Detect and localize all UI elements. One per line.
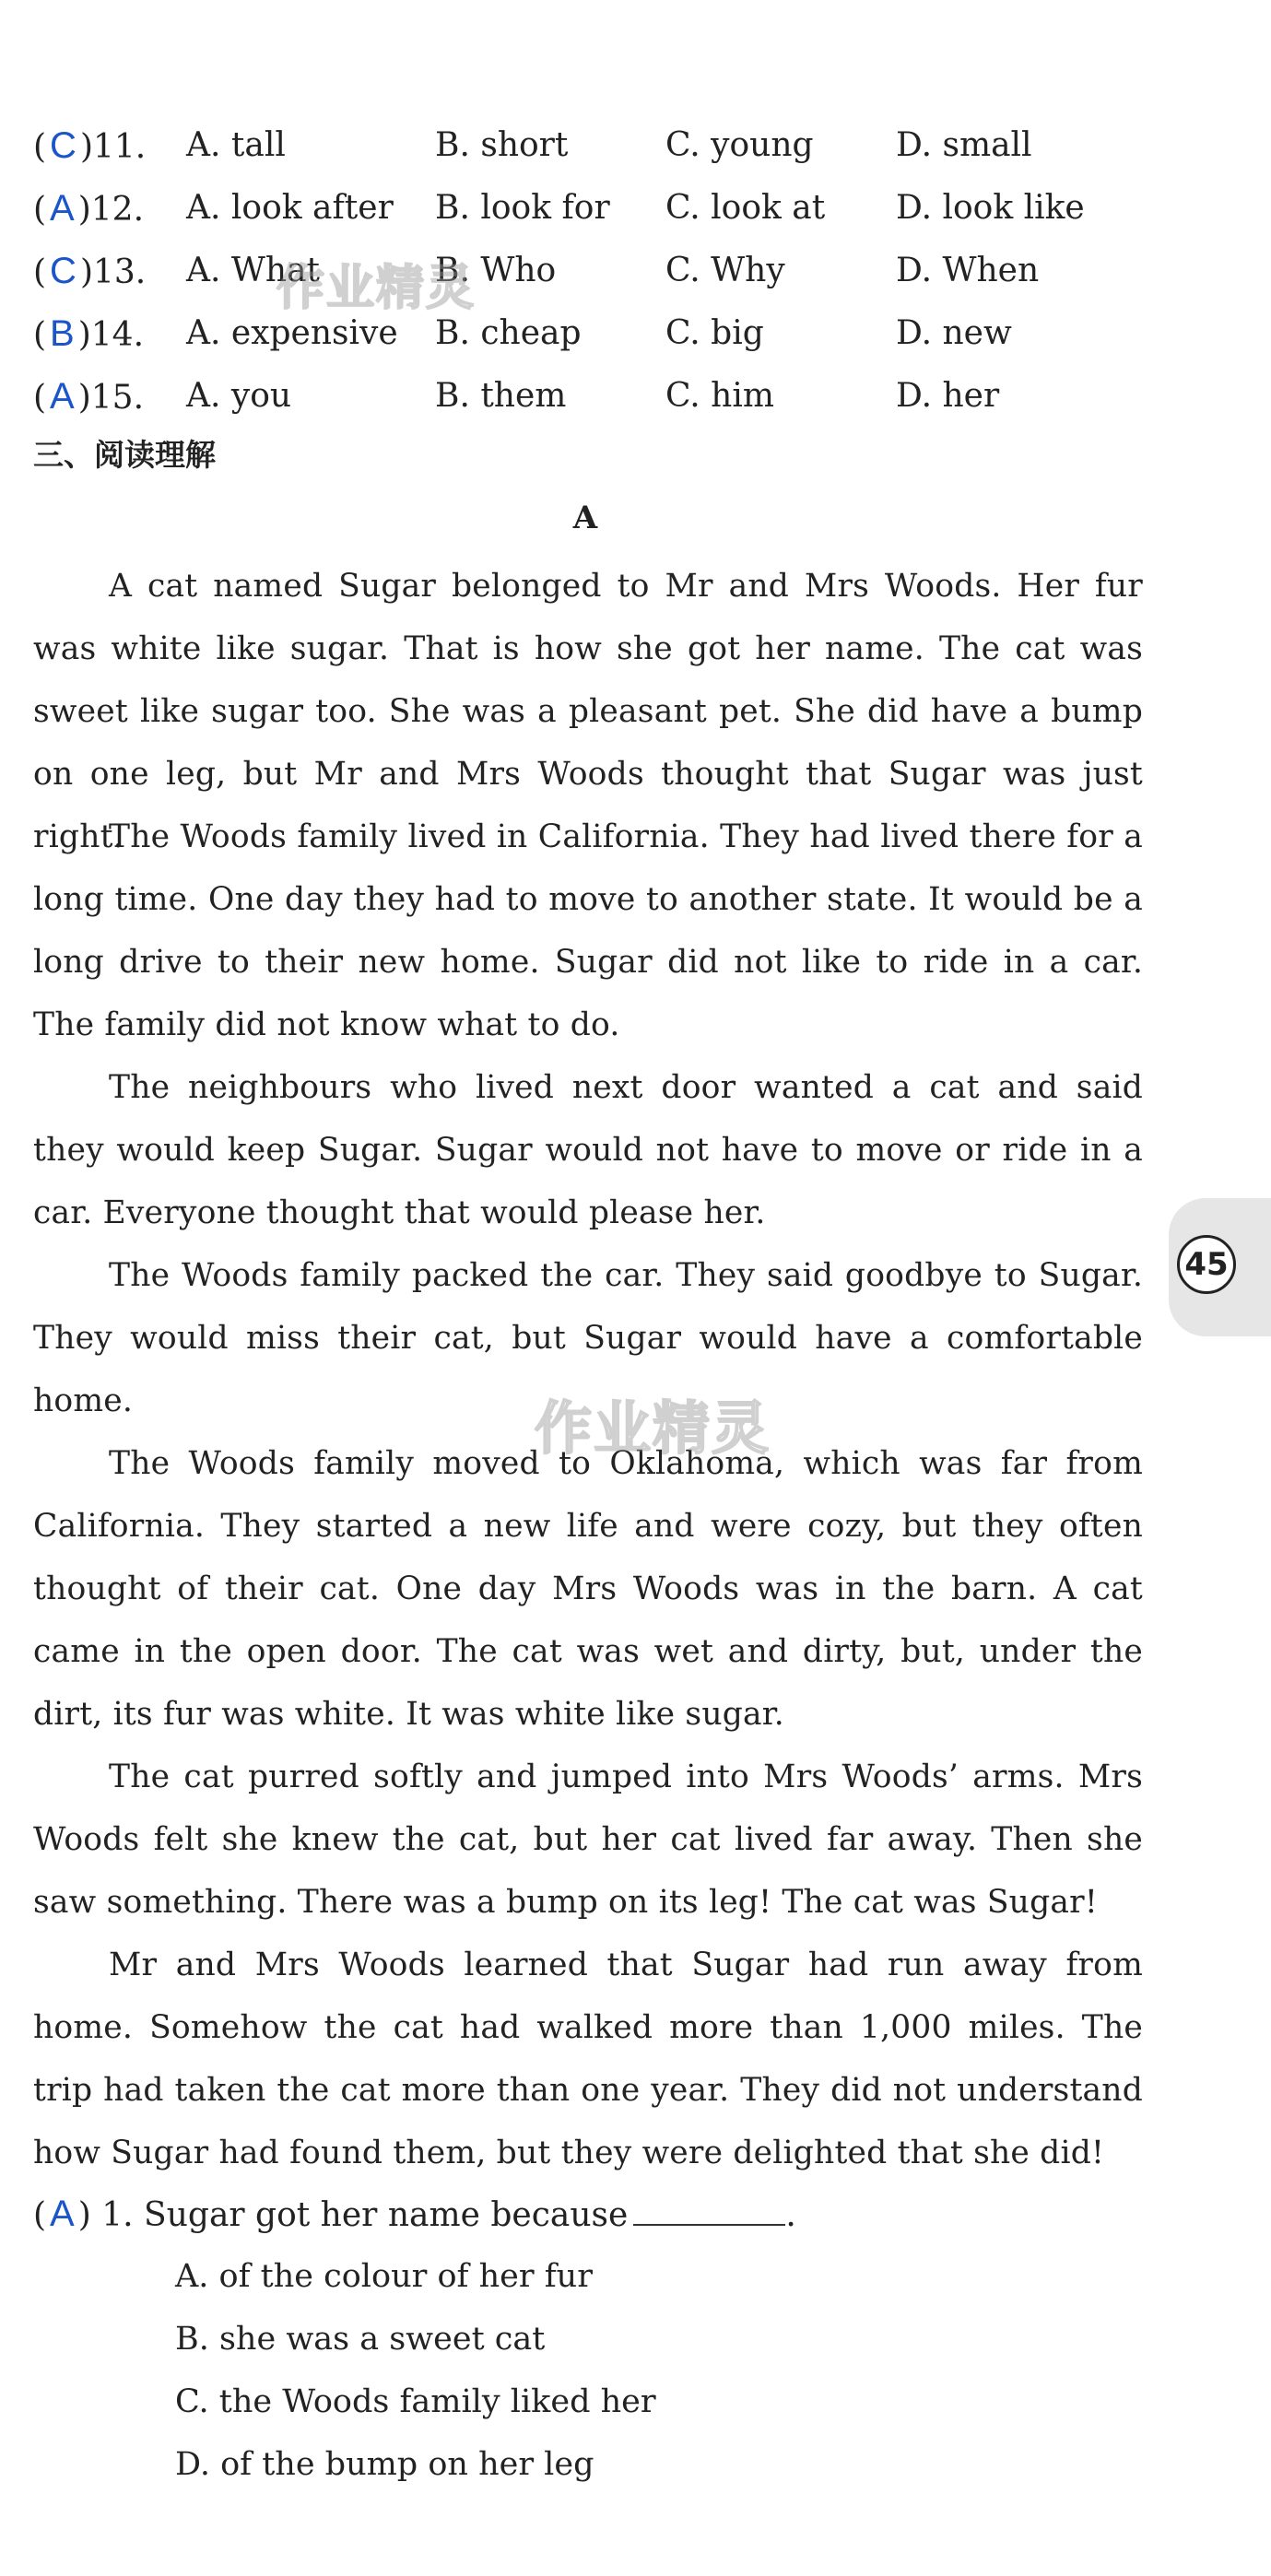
paragraph-3: The neighbours who lived next door wanted a cat and said they would keep Sugar. Sugar would not have to move or ride in a car. Everyone thought that would please her. [33,1069,1143,1231]
answer-letter: C [50,125,76,166]
option-b: B. cheap [435,314,582,352]
option-b: B. short [435,126,569,164]
watermark-text: 作业精灵 [277,261,477,316]
option-d: D. new [896,314,1012,352]
question-number: 1. [101,2196,134,2234]
paragraph-1: A cat named Sugar belonged to Mr and Mrs Woods. Her fur was white like sugar. That is how she got her name. The cat was sweet like sugar too. She was a pleasant pet. She did have a bump on one leg, but Mr and Mrs Woods thought that Sugar was just right. [33,568,1143,855]
option-b: B. look for [435,189,610,227]
answer-letter: A [50,188,75,229]
question-option-c: C. the Woods family liked her [175,2383,656,2420]
paragraph-6: The cat purred softly and jumped into Mrs Woods’ arms. Mrs Woods felt she knew the cat, but her cat lived far away. Then she saw something. There was a bump on its leg! The cat was Sugar! [33,1759,1143,1921]
option-a: A. look after [186,189,394,227]
answer-letter: A [50,376,75,417]
paragraph-7: Mr and Mrs Woods learned that Sugar had run away from home. Somehow the cat had walked more than 1,000 miles. The trip had taken the cat more than one year. They did not understand how Sugar had found them, but they were delighted that she did! [33,1947,1143,2171]
option-a: A. expensive [186,314,398,352]
answer-letter: B [50,313,75,354]
option-b: B. them [435,377,567,415]
paragraph-2: The Woods family lived in California. They had lived there for a long time. One day they had to move to another state. It would be a long drive to their new home. Sugar did not like to ride in a car. The family did not know what to do. [33,818,1143,1043]
option-a: A. What [186,252,321,289]
question-option-b: B. she was a sweet cat [175,2321,546,2358]
option-d: D. look like [896,189,1085,227]
option-d: D. small [896,126,1032,164]
section-heading: 三、阅读理解 [33,437,216,473]
option-a: A. tall [186,126,286,164]
option-a: A. you [186,377,292,415]
option-d: D. her [896,377,1000,415]
question-stem: Sugar got her name because [144,2196,629,2234]
option-b: B. Who [435,252,557,289]
passage-title: A [572,500,598,536]
answer-letter: C [50,251,76,291]
question-option-d: D. of the bump on her leg [175,2446,594,2483]
question-1: ( A ) 1. Sugar got her name because . [33,2186,796,2243]
question-option-a: A. of the colour of her fur [175,2258,593,2295]
option-c: C. Why [665,252,785,289]
option-c: C. look at [665,189,826,227]
watermark-text: 作业精灵 [535,1394,771,1462]
option-c: C. young [665,126,814,164]
option-c: C. him [665,377,774,415]
option-c: C. big [665,314,764,352]
workbook-page: ( C )11. A. tall B. short C. young D. small ( A )12. A. look after B. look for C. look at D. look like ( C )13. A. What B. Who C. Why D. When ( B )14. A. expensive B. cheap C. big D. new ( A )15. A. you B. them C. him D. her 三、阅读理解 A A cat named Sugar belonged to Mr and Mrs Woods. Her fur was white like sugar. That is how she got her name. The cat was sweet like sugar too. She was a pleasant pet. She did have a bump on one leg, but Mr and Mrs Woods thought that Sugar was just right. The Woods family lived in California. They had lived there for a long time. One day they had to move to another state. It would be a long drive to their new home. Sugar did not like to ride in a car. The family did not know what to do. The neighbours who lived next door wanted a cat and said they would keep Sugar. Sugar would not have to move or ride in a car. Everyone thought that would please her. The Woods family packed the car. They said goodbye to Sugar. They would miss their cat, but Sugar would have a comfortable home. The Woods family moved to Oklahoma, which was far from California. They started a new life and were cozy, but they often thought of their cat. One day Mrs Woods was in the barn. A cat came in the open door. The cat was wet and dirty, but, under the dirt, its fur was white. It was white like sugar. The cat purred softly and jumped into Mrs Woods’ arms. Mrs Woods felt she knew the cat, but her cat lived far away. Then she saw something. There was a bump on its leg! The cat was Sugar! Mr and Mrs Woods learned that Sugar had run away from home. Somehow the cat had walked more than 1,000 miles. The trip had taken the cat more than one year. They did not understand how Sugar had found them, but they were delighted that she did! ( A ) 1. Sugar got her name because . A. of the colour of her fur B. she was a sweet cat C. the Woods family liked her D. of the bump on her leg 45 作业精灵 作业精灵 [0,0,1271,2576]
paragraph-5: The Woods family moved to Oklahoma, which was far from California. They started a new life and were cozy, but they often thought of their cat. One day Mrs Woods was in the barn. A cat came in the open door. The cat was wet and dirty, but, under the dirt, its fur was white. It was white like sugar. [33,1445,1143,1733]
answer-letter: A [50,2194,75,2234]
option-d: D. When [896,252,1040,289]
paragraph-4: The Woods family packed the car. They said goodbye to Sugar. They would miss their cat, but Sugar would have a comfortable home. [33,1257,1143,1419]
page-number: 45 [1177,1235,1236,1294]
answer-blank [633,2189,785,2226]
